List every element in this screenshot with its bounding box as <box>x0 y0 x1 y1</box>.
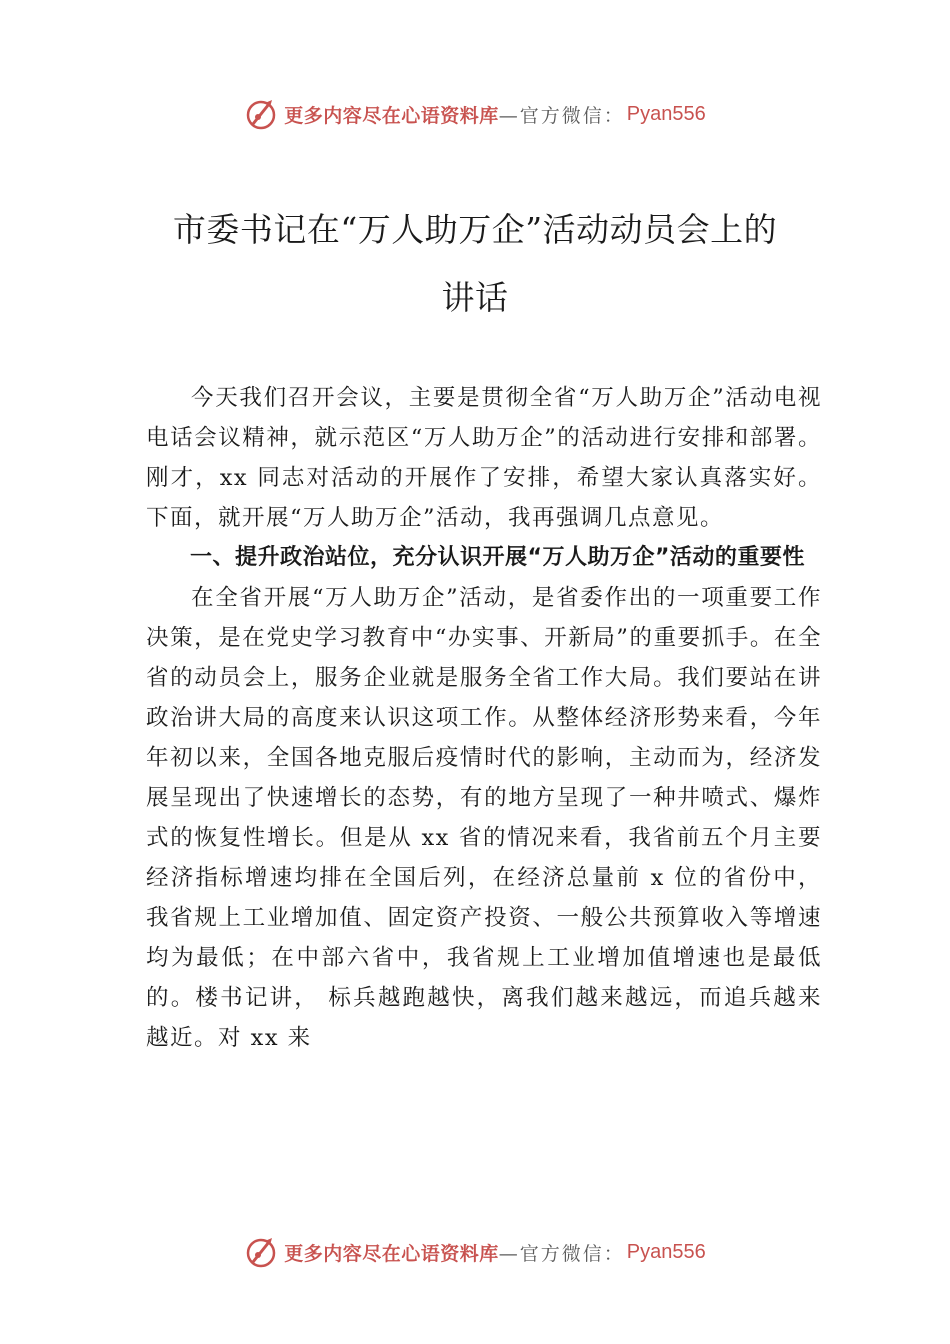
banner-main-text: 更多内容尽在心语资料库 <box>284 1242 499 1265</box>
pen-circle-logo-icon <box>244 97 278 131</box>
footer-banner <box>0 1232 950 1272</box>
paragraph-section-1: 在全省开展“万人助万企”活动，是省委作出的一项重要工作决策，是在党史学习教育中“办实事、开新局”的重要抓手。在全省的动员会上，服务企业就是服务全省工作大局。我们要站在讲政治讲大局的高度来认识这项工作。从整体经济形势来看，今年年初以来，全国各地克服后疫情时代的影响，主动而为，经济发展呈现出了快速增长的态势，有的地方呈现了一种井喷式、爆炸式的恢复性增长。但是从 xx 省的情况来看，我省前五个月主要经济指标增速均排在全国后列，在经济总量前 x 位的省份中，我省规上工业增加值、固定资产投资、一般公共预算收入等增速均为最低；在中部六省中，我省规上工业增加值增速也是最低的。楼书记讲， 标兵越跑越快，离我们越来越远，而追兵越来越近。对 xx 来 <box>146 585 822 1051</box>
section-heading-1: 一、提升政治站位，充分认识开展“万人助万企”活动的重要性 <box>190 545 805 570</box>
banner-side-text: —官方微信： <box>498 104 625 127</box>
banner-wechat-id: Pyan556 <box>626 1240 706 1263</box>
document-title-line1: 市委书记在“万人助万企”活动动员会上的 <box>172 210 778 249</box>
document-title-line2: 讲话 <box>441 278 509 317</box>
pen-circle-logo-icon <box>244 1235 278 1269</box>
banner-wechat-id: Pyan556 <box>626 102 706 125</box>
header-banner <box>0 94 950 134</box>
paragraph-intro: 今天我们召开会议，主要是贯彻全省“万人助万企”活动电视电话会议精神，就示范区“万人助万企”的活动进行安排和部署。刚才，xx 同志对活动的开展作了安排，希望大家认真落实好。下面，就开展“万人助万企”活动，我再强调几点意见。 <box>146 385 822 531</box>
document-body <box>146 378 822 1058</box>
banner-main-text: 更多内容尽在心语资料库 <box>284 104 499 127</box>
banner-side-text: —官方微信： <box>498 1242 625 1265</box>
